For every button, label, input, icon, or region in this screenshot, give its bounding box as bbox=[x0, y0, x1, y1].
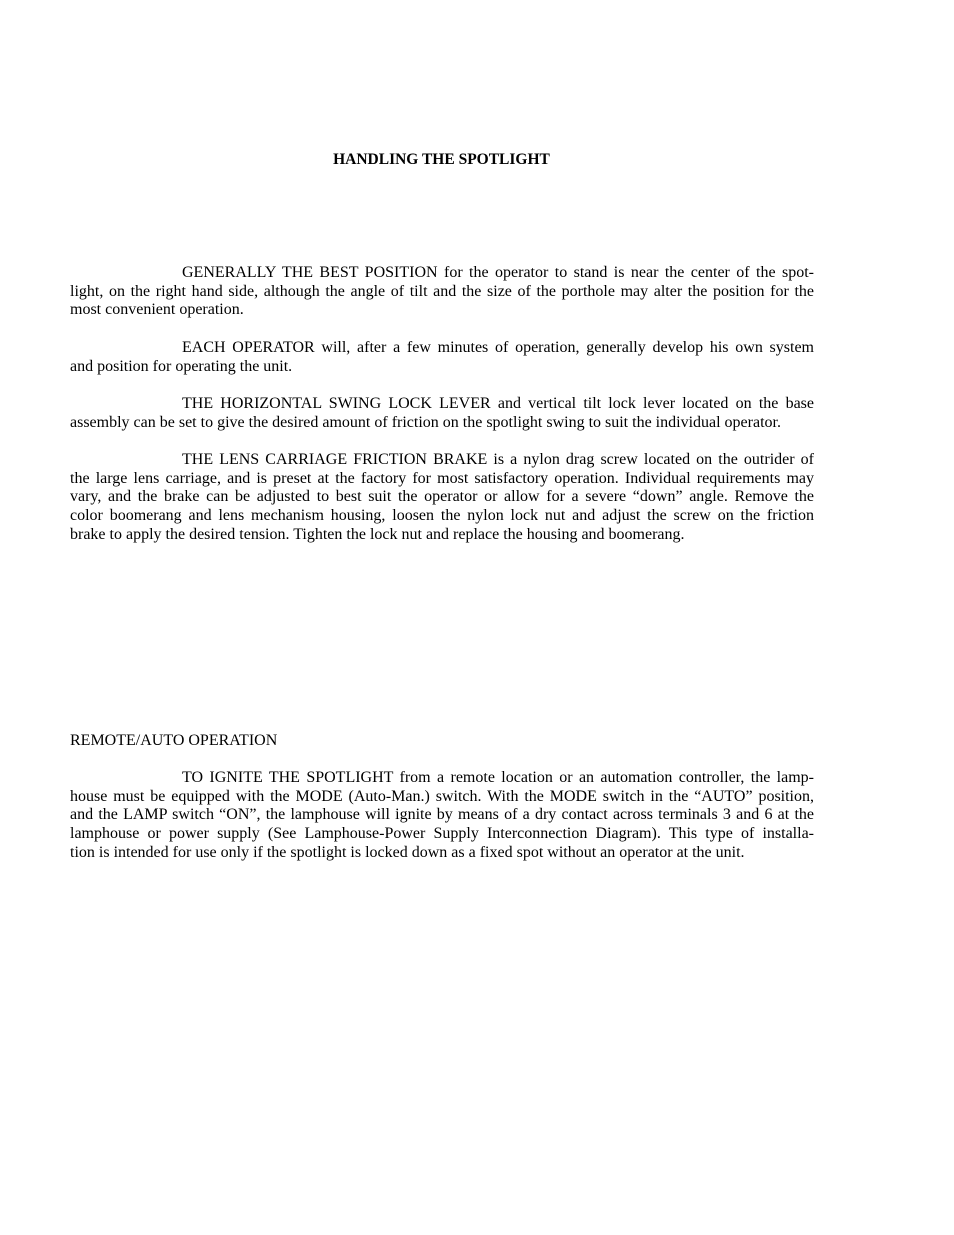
paragraph-line: THE HORIZONTAL SWING LOCK LEVER and vertical tilt lock lever located on the base bbox=[182, 395, 814, 412]
paragraph-swing-lock-lever bbox=[70, 395, 814, 432]
paragraph-line: TO IGNITE THE SPOTLIGHT from a remote location or an automation controller, the lamp- bbox=[182, 769, 814, 786]
paragraph-operator-position bbox=[70, 264, 814, 320]
paragraph-friction-brake bbox=[70, 451, 814, 545]
paragraph-line: light, on the right hand side, although the angle of tilt and the size of the porthole may alter the position for the bbox=[70, 282, 814, 300]
paragraph-remote-ignition bbox=[70, 769, 814, 863]
paragraph-line: and the LAMP switch “ON”, the lamphouse will ignite by means of a dry contact across terminals 3 and 6 at the bbox=[70, 806, 814, 824]
paragraph-line: house must be equipped with the MODE (Auto-Man.) switch. With the MODE switch in the “AUTO” position, bbox=[70, 787, 814, 805]
paragraph-line: and position for operating the unit. bbox=[70, 357, 293, 375]
paragraph-line: EACH OPERATOR will, after a few minutes of operation, generally develop his own system bbox=[182, 339, 814, 356]
section-heading-remote-auto: REMOTE/AUTO OPERATION bbox=[70, 732, 278, 749]
paragraph-line: vary, and the brake can be adjusted to best suit the operator or allow for a severe “down” angle. Remove the bbox=[70, 488, 814, 506]
paragraph-line: color boomerang and lens mechanism housing, loosen the nylon lock nut and adjust the screw on the friction bbox=[70, 507, 814, 525]
paragraph-line: THE LENS CARRIAGE FRICTION BRAKE is a nylon drag screw located on the outrider of bbox=[182, 451, 814, 468]
paragraph-line: assembly can be set to give the desired amount of friction on the spotlight swing to suit the individual operator. bbox=[70, 413, 781, 431]
page-title: HANDLING THE SPOTLIGHT bbox=[333, 151, 550, 168]
paragraph-line: tion is intended for use only if the spotlight is locked down as a fixed spot without an operator at the unit. bbox=[70, 843, 745, 861]
paragraph-line: GENERALLY THE BEST POSITION for the operator to stand is near the center of the spot- bbox=[182, 264, 814, 281]
paragraph-line: lamphouse or power supply (See Lamphouse-Power Supply Interconnection Diagram). This type of installa- bbox=[70, 825, 814, 843]
paragraph-line: most convenient operation. bbox=[70, 301, 244, 319]
paragraph-line: brake to apply the desired tension. Tighten the lock nut and replace the housing and boomerang. bbox=[70, 525, 685, 543]
paragraph-line: the large lens carriage, and is preset at the factory for most satisfactory operation. Individual requirements may bbox=[70, 469, 814, 487]
paragraph-operator-system bbox=[70, 339, 814, 376]
